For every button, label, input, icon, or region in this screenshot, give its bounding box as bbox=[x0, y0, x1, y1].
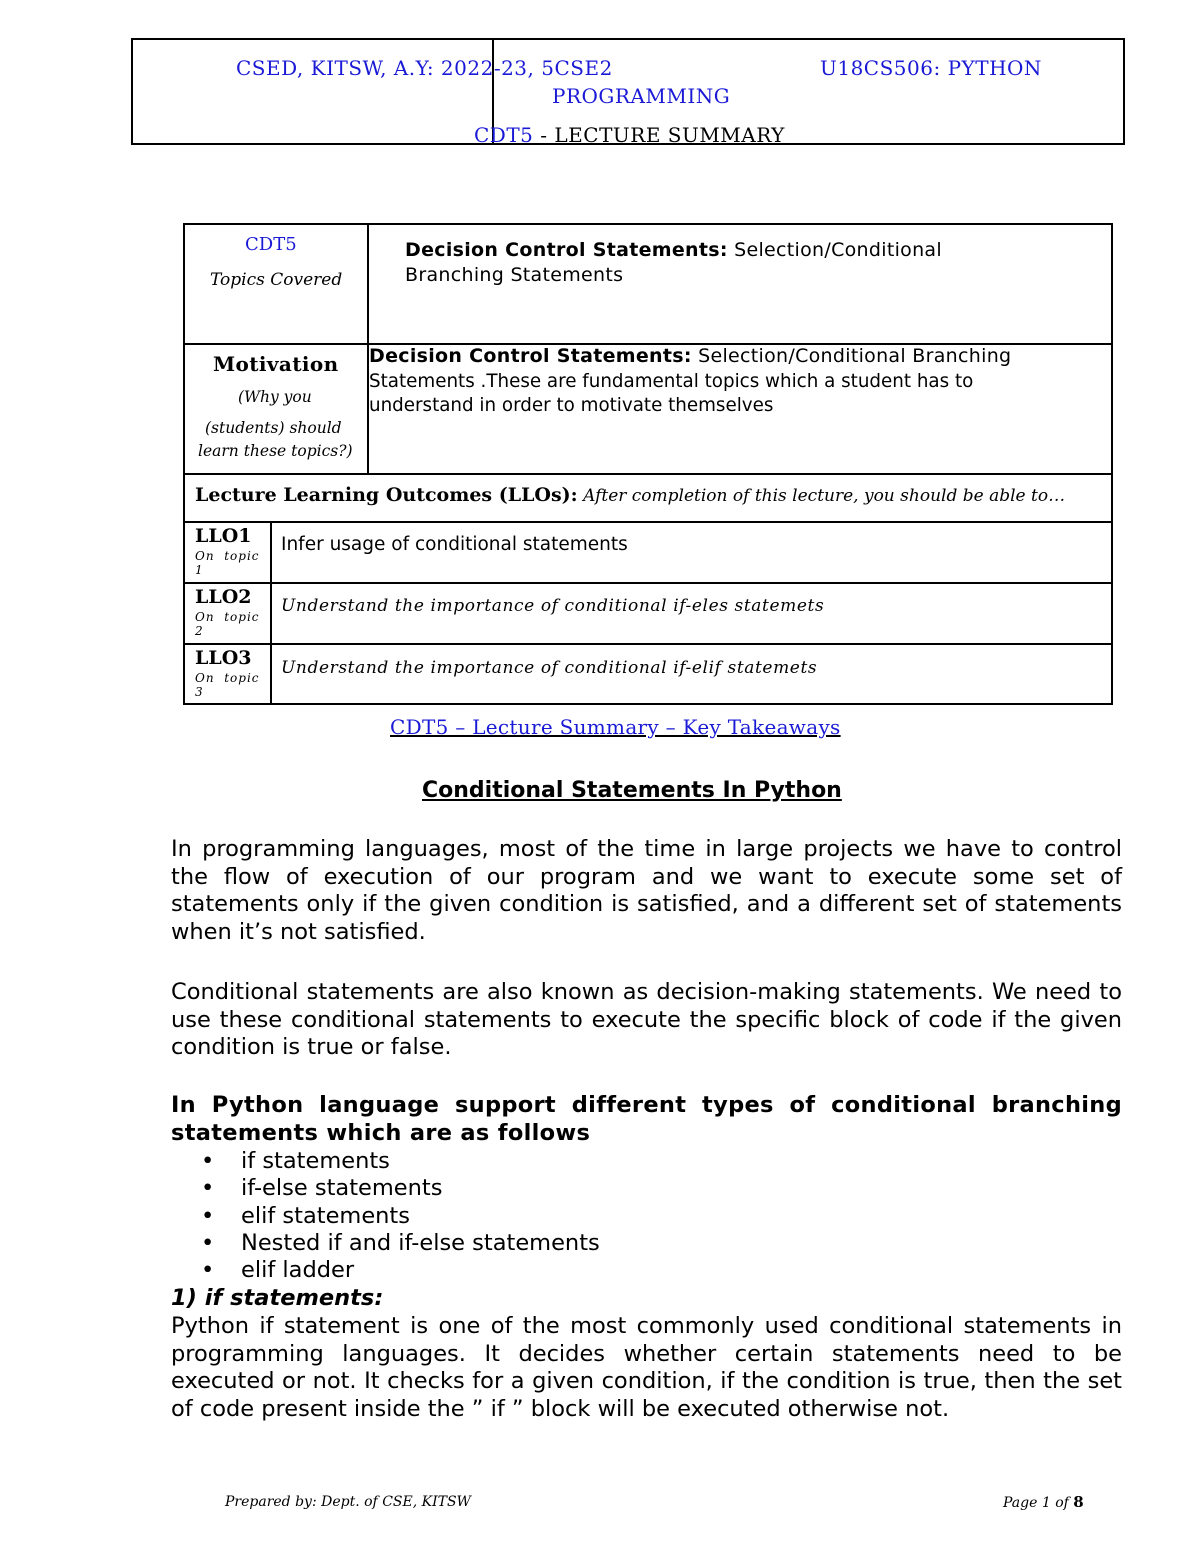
llo3-topic bbox=[195, 671, 260, 699]
header-dept-year: CSED, KITSW, A.Y: 2022-23, 5CSE2 bbox=[236, 56, 613, 80]
paragraph-2: Conditional statements are also known as decision-making statements. We need to use these conditional statements to execute the specific block of code if the given condition is true or false. bbox=[171, 979, 1122, 1060]
llo3-num: 3 bbox=[195, 685, 204, 699]
motivation-line-2: Statements .These are fundamental topics which a student has to bbox=[369, 371, 974, 392]
header-course-name: PROGRAMMING bbox=[552, 84, 731, 108]
llo3-id: LLO3 bbox=[195, 647, 252, 669]
llo1-num: 1 bbox=[195, 563, 204, 577]
llo2-id: LLO2 bbox=[195, 586, 252, 608]
llo-heading-bold: Lecture Learning Outcomes (LLOs): bbox=[195, 484, 578, 506]
topic-line-2: Branching Statements bbox=[405, 264, 624, 286]
header-lecture-summary bbox=[474, 123, 785, 147]
topic-line1-rest: Selection/Conditional bbox=[727, 239, 942, 261]
summary-heading bbox=[390, 715, 841, 739]
motivation-title: Motivation bbox=[213, 352, 339, 376]
list-item-text: if statements bbox=[241, 1148, 390, 1174]
llo3-topic-word: topic bbox=[224, 671, 260, 685]
topic-line-1 bbox=[405, 239, 942, 261]
llo2-topic-word: topic bbox=[224, 610, 260, 624]
section-title: Conditional Statements In Python bbox=[422, 778, 842, 803]
bullet-dot: • bbox=[201, 1257, 215, 1284]
summary-heading-text: CDT5 – Lecture Summary – Key Takeaways bbox=[390, 715, 841, 739]
header-lecture-summary-text: - LECTURE SUMMARY bbox=[533, 123, 785, 147]
footer-prepared-by: Prepared by: Dept. of CSE, KITSW bbox=[225, 1494, 471, 1510]
footer-page-number bbox=[1003, 1493, 1084, 1511]
bullet-dot: • bbox=[201, 1148, 215, 1174]
list-item bbox=[171, 1257, 600, 1284]
motivation-line-3: understand in order to motivate themselves bbox=[369, 395, 774, 416]
motivation-bold: Decision Control Statements: bbox=[369, 345, 692, 367]
sub-heading-if: 1) if statements: bbox=[171, 1285, 384, 1311]
header-cdt-label: CDT5 bbox=[474, 123, 534, 147]
llo1-text: Infer usage of conditional statements bbox=[281, 534, 628, 555]
bullet-dot: • bbox=[201, 1175, 215, 1202]
llo2-text: Understand the importance of conditional if-eles statemets bbox=[281, 596, 825, 616]
list-item bbox=[171, 1148, 600, 1175]
llo3-on: On bbox=[195, 671, 215, 685]
llo2-topic bbox=[195, 610, 260, 638]
list-item-text: elif ladder bbox=[241, 1257, 355, 1284]
footer-page-prefix: Page 1 of bbox=[1003, 1495, 1074, 1511]
bullet-dot: • bbox=[201, 1229, 215, 1256]
llo2-num: 2 bbox=[195, 624, 204, 638]
header-course-code: U18CS506: PYTHON bbox=[820, 56, 1042, 80]
motivation-sub-3: learn these topics?) bbox=[198, 442, 353, 460]
list-item bbox=[171, 1203, 600, 1230]
conditional-types-list bbox=[171, 1148, 600, 1284]
motivation-line-1 bbox=[369, 345, 1011, 367]
llo2-on: On bbox=[195, 610, 215, 624]
paragraph-3: Python if statement is one of the most commonly used conditional statements in programming languages. It decides whether certain statements need to be executed or not. It checks for a given condition, if the condition is true, then the set of code present inside the ” if ” block will be executed otherwise not. bbox=[171, 1313, 1122, 1422]
llo1-topic bbox=[195, 549, 260, 577]
motivation-line1-rest: Selection/Conditional Branching bbox=[691, 345, 1012, 367]
list-item bbox=[171, 1230, 600, 1257]
cdt-label: CDT5 bbox=[245, 234, 297, 255]
footer-page-total: 8 bbox=[1073, 1493, 1084, 1511]
topics-covered-label: Topics Covered bbox=[210, 270, 343, 290]
llo1-topic-word: topic bbox=[224, 549, 260, 563]
llo-heading-italic: After completion of this lecture, you should be able to… bbox=[577, 486, 1066, 506]
paragraph-1: In programming languages, most of the time in large projects we have to control the flow of execution of our program and we want to execute some set of statements only if the given condition is satisfied, and a different set of statements when it’s not satisfied. bbox=[171, 836, 1122, 945]
llo1-on: On bbox=[195, 549, 215, 563]
list-item bbox=[171, 1175, 600, 1202]
topic-bold: Decision Control Statements: bbox=[405, 239, 728, 261]
bullet-dot: • bbox=[201, 1202, 215, 1229]
llo3-text: Understand the importance of conditional if-elif statemets bbox=[281, 658, 818, 678]
llo1-id: LLO1 bbox=[195, 525, 252, 547]
llo-heading bbox=[195, 484, 1065, 506]
motivation-sub-1: (Why you bbox=[238, 388, 312, 406]
list-item-text: if-else statements bbox=[241, 1175, 443, 1202]
list-item-text: elif statements bbox=[241, 1202, 410, 1229]
list-item-text: Nested if and if-else statements bbox=[241, 1229, 600, 1256]
motivation-sub-2: (students) should bbox=[205, 419, 342, 437]
bold-intro: In Python language support different types of conditional branching statements which are as follows bbox=[171, 1092, 1122, 1146]
